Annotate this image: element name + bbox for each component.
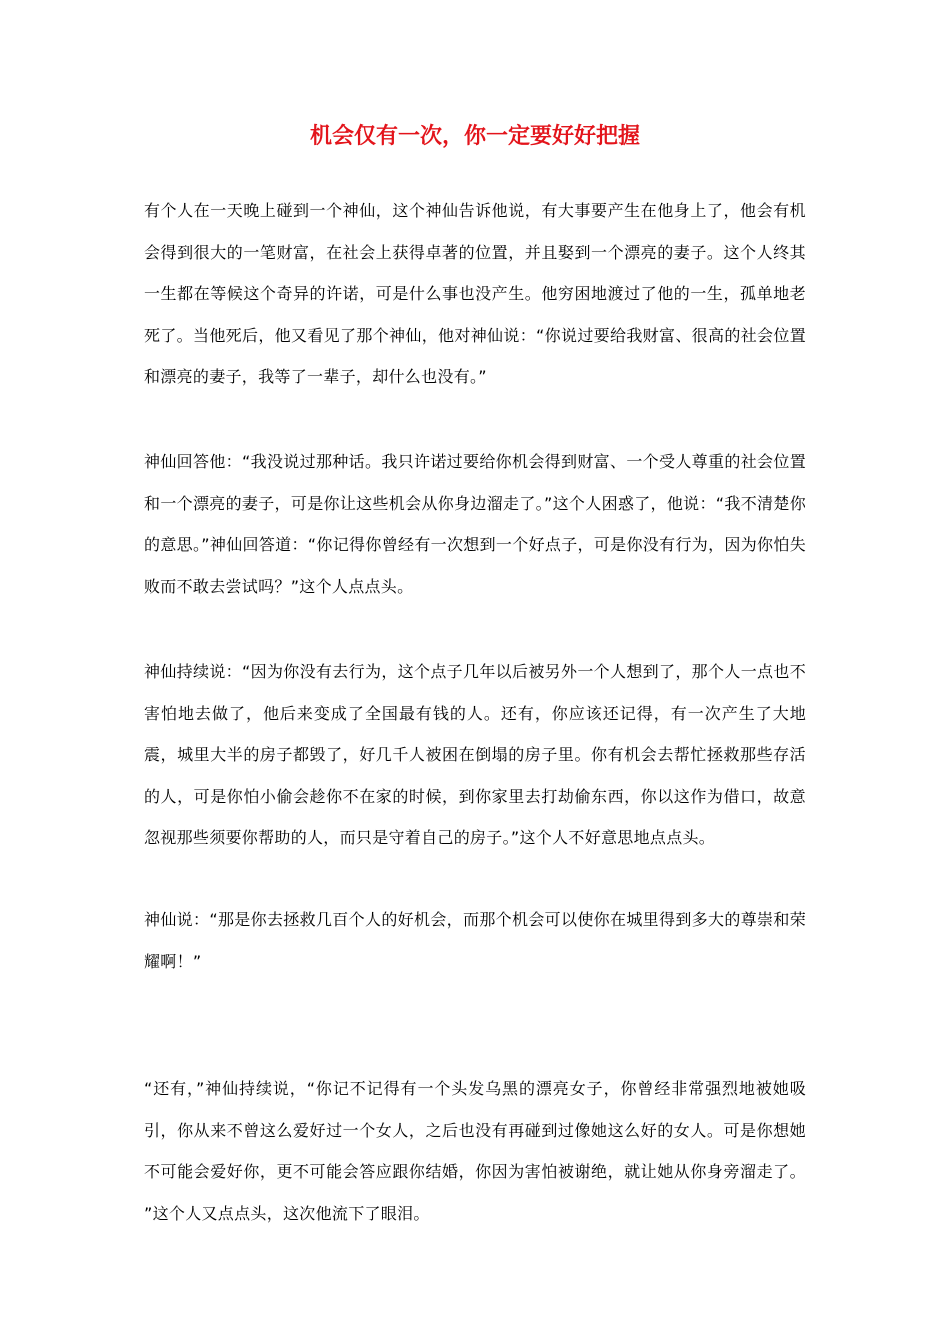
document-title: 机会仅有一次，你一定要好好把握	[309, 124, 640, 149]
paragraph-4: 神仙说：“那是你去拯救几百个人的好机会，而那个机会可以使你在城里得到多大的尊崇和荣耀啊！”	[144, 910, 806, 971]
paragraph-5: “还有，”神仙持续说，“你记不记得有一个头发乌黑的漂亮女子，你曾经非常强烈地被她吸引，你从来不曾这么爱好过一个女人，之后也没有再碰到过像她这么好的女人。可是你想她不可能会爱好你，更不可能会答应跟你结婚，你因为害怕被谢绝，就让她从你身旁溜走了。 ”这个人又点点头，这次他流下了眼泪。	[144, 1079, 806, 1223]
paragraph-2: 神仙回答他：“我没说过那种话。我只许诺过要给你机会得到财富、一个受人尊重的社会位置和一个漂亮的妻子，可是你让这些机会从你身边溜走了。”这个人困惑了，他说：“我不清楚你的意思。”神仙回答道：“你记得你曾经有一次想到一个好点子，可是你没有行为，因为你怕失败而不敢去尝试吗？”这个人点点头。	[144, 452, 806, 596]
paragraph-3: 神仙持续说：“因为你没有去行为，这个点子几年以后被另外一个人想到了，那个人一点也不害怕地去做了，他后来变成了全国最有钱的人。还有，你应该还记得，有一次产生了大地震，城里大半的房子都毁了，好几千人被困在倒塌的房子里。你有机会去帮忙拯救那些存活的人，可是你怕小偷会趁你不在家的时候，到你家里去打劫偷东西，你以这作为借口，故意忽视那些须要你帮助的人，而只是守着自己的房子。”这个人不好意思地点点头。	[144, 662, 806, 847]
paragraph-1: 有个人在一天晚上碰到一个神仙，这个神仙告诉他说，有大事要产生在他身上了，他会有机会得到很大的一笔财富，在社会上获得卓著的位置，并且娶到一个漂亮的妻子。这个人终其一生都在等候这个奇异的许诺，可是什么事也没产生。他穷困地渡过了他的一生，孤单地老死了。当他死后，他又看见了那个神仙，他对神仙说：“你说过要给我财富、很高的社会位置和漂亮的妻子，我等了一辈子，却什么也没有。”	[144, 201, 806, 386]
